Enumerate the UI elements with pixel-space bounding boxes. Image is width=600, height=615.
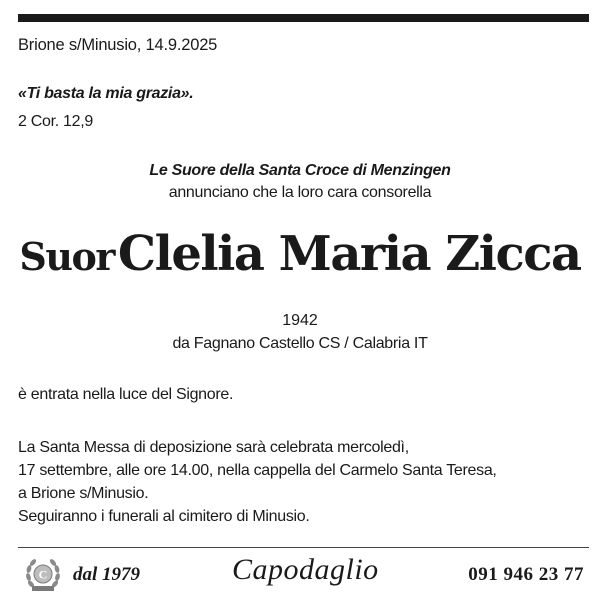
name-prefix: Suor <box>19 234 114 279</box>
announce-line: annunciano che la loro cara consorella <box>168 184 432 201</box>
announcer: Le Suore della Santa Croce di Menzingen <box>149 162 451 179</box>
mass-line: Seguiranno i funerali al cimitero di Minusio. <box>18 508 310 525</box>
bible-reference: 2 Cor. 12,9 <box>18 113 93 130</box>
phone-number: 091 946 23 77 <box>468 564 584 585</box>
origin: da Fagnano Castello CS / Calabria IT <box>172 335 428 352</box>
since-year: dal 1979 <box>73 564 141 585</box>
mass-line: 17 settembre, alle ore 14.00, nella cappella del Carmelo Santa Teresa, <box>18 462 497 479</box>
mass-line: La Santa Messa di deposizione sarà celebrata mercoledì, <box>18 439 409 456</box>
laurel-wreath-logo-icon <box>24 556 62 594</box>
entered-light: è entrata nella luce del Signore. <box>18 386 234 403</box>
deceased-name <box>0 226 600 282</box>
mass-line: a Brione s/Minusio. <box>18 485 149 502</box>
top-rule <box>18 14 589 22</box>
place-date: Brione s/Minusio, 14.9.2025 <box>18 36 218 54</box>
firm-name: Capodaglio <box>232 553 379 586</box>
svg-text:C: C <box>38 567 48 582</box>
bottom-rule <box>18 547 589 548</box>
full-name: Clelia Maria Zicca <box>117 226 581 282</box>
mass-paragraph <box>18 436 497 528</box>
birth-year: 1942 <box>282 312 318 329</box>
bible-quote: «Ti basta la mia grazia». <box>18 85 194 102</box>
